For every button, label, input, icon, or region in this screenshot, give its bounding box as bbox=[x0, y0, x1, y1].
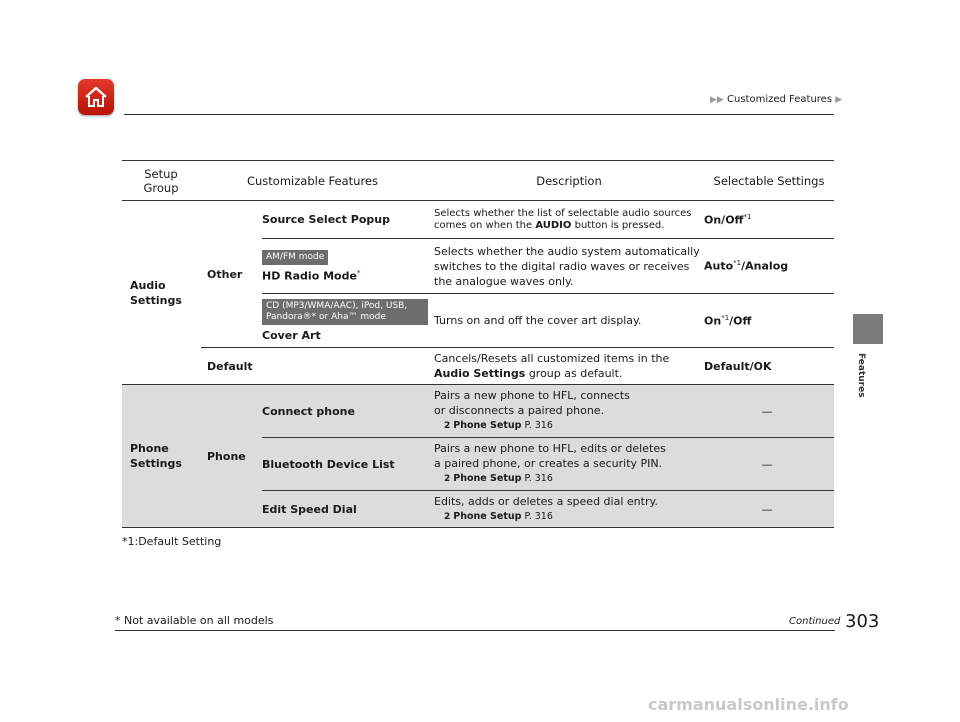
chevron-right-icon: ▶▶ bbox=[710, 95, 724, 105]
table-row bbox=[122, 385, 834, 438]
settings-source-select-popup: On/Off$^{*1}$ bbox=[704, 201, 834, 239]
category-other: Other bbox=[207, 267, 243, 281]
availability-note: * Not available on all models bbox=[115, 614, 274, 627]
header-description: Description bbox=[434, 161, 704, 201]
description-hd-radio-mode: Selects whether the audio system automatically switches to the digital radio waves or receives the analogue waves only. bbox=[434, 239, 704, 294]
feature-edit-speed-dial: Edit Speed Dial bbox=[262, 491, 434, 528]
reference-arrow-icon: 2 bbox=[444, 474, 451, 484]
breadcrumb[interactable] bbox=[710, 94, 842, 105]
section-label: Features bbox=[856, 353, 866, 398]
footnote-default-setting: *1:Default Setting bbox=[122, 535, 222, 548]
description-default: Cancels/Resets all customized items in the Audio Settings group as default. bbox=[434, 348, 704, 385]
chevron-right-icon: ▶ bbox=[835, 95, 843, 105]
settings-cover-art: On$^{*1}$/Off bbox=[704, 294, 834, 348]
header-selectable-settings: Selectable Settings bbox=[704, 161, 834, 201]
cross-reference-link[interactable]: 2 Phone Setup P. 316 bbox=[444, 509, 700, 525]
description-cover-art: Turns on and off the cover art display. bbox=[434, 294, 704, 348]
feature-cover-art: Cover Art bbox=[262, 329, 321, 342]
breadcrumb-label: Customized Features bbox=[727, 94, 833, 105]
customized-features-table bbox=[122, 160, 834, 528]
header-divider bbox=[124, 114, 834, 115]
continued-label: Continued bbox=[789, 616, 841, 627]
header-setup-group: Setup Group bbox=[122, 161, 201, 201]
footer-divider bbox=[115, 630, 835, 631]
table-header-row bbox=[122, 161, 834, 201]
cross-reference-link[interactable]: 2 Phone Setup P. 316 bbox=[444, 418, 700, 434]
feature-cell bbox=[262, 294, 434, 348]
home-button[interactable] bbox=[78, 79, 114, 115]
cross-reference-link[interactable]: 2 Phone Setup P. 316 bbox=[444, 471, 700, 487]
section-tab[interactable] bbox=[853, 314, 883, 344]
group-phone-settings: Phone Settings bbox=[122, 385, 201, 528]
reference-arrow-icon: 2 bbox=[444, 421, 451, 431]
description-source-select-popup: Selects whether the list of selectable audio sources comes on when the AUDIO button is pressed. bbox=[434, 201, 704, 239]
table-row bbox=[122, 348, 834, 385]
feature-cell: AM/FM mode HD Radio Mode* bbox=[262, 239, 434, 294]
category-phone: Phone bbox=[201, 385, 262, 528]
settings-hd-radio-mode: Auto$^{*1}$/Analog bbox=[704, 239, 834, 294]
settings-edit-speed-dial: — bbox=[704, 491, 834, 528]
header-customizable-features: Customizable Features bbox=[201, 161, 434, 201]
description-connect-phone: Pairs a new phone to HFL, connects or disconnects a paired phone. 2 Phone Setup P. 316 bbox=[434, 385, 704, 438]
feature-connect-phone: Connect phone bbox=[262, 385, 434, 438]
feature-source-select-popup: Source Select Popup bbox=[262, 201, 434, 239]
category-default: Default bbox=[201, 348, 434, 385]
watermark: carmanualsonline.info bbox=[648, 695, 849, 714]
settings-bluetooth-device-list: — bbox=[704, 438, 834, 491]
feature-bluetooth-device-list: Bluetooth Device List bbox=[262, 438, 434, 491]
group-audio-settings: Audio Settings bbox=[122, 201, 201, 385]
home-icon bbox=[83, 85, 109, 109]
mode-tag: CD (MP3/WMA/AAC), iPod, USB, Pandora®* or Aha™ mode bbox=[262, 299, 428, 325]
table-row bbox=[122, 201, 834, 239]
description-edit-speed-dial: Edits, adds or deletes a speed dial entry. 2 Phone Setup P. 316 bbox=[434, 491, 704, 528]
page-number: 303 bbox=[845, 611, 880, 632]
mode-tag: AM/FM mode bbox=[262, 250, 328, 265]
settings-connect-phone: — bbox=[704, 385, 834, 438]
reference-arrow-icon: 2 bbox=[444, 511, 451, 522]
description-bluetooth-device-list: Pairs a new phone to HFL, edits or deletes a paired phone, or creates a security PIN. 2 Phone Setup P. 316 bbox=[434, 438, 704, 491]
feature-hd-radio-mode: HD Radio Mode bbox=[262, 269, 357, 283]
settings-default: Default/OK bbox=[704, 348, 834, 385]
